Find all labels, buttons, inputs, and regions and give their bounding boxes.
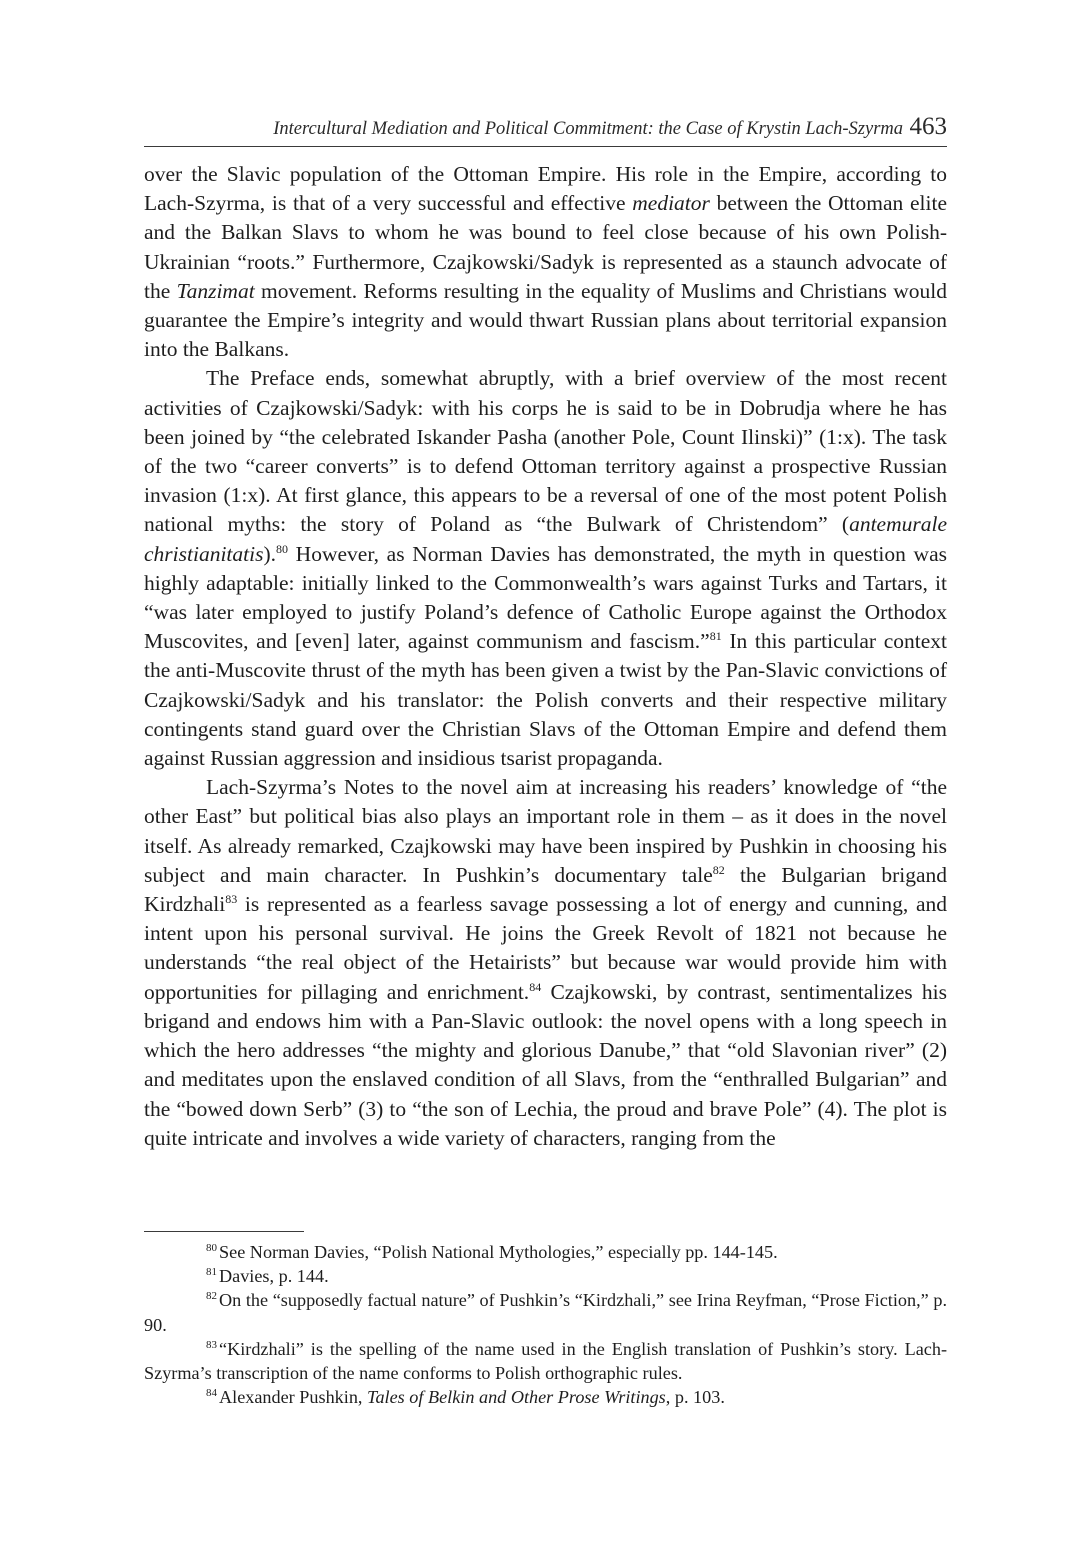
- paragraph-1: [144, 160, 947, 364]
- footnote-82: [144, 1288, 947, 1336]
- footnote-80: [144, 1240, 947, 1264]
- footnote-84: [144, 1385, 947, 1409]
- running-head: [144, 113, 947, 147]
- paragraph-3: [144, 773, 947, 1153]
- text-span: over the Slavic population of the Ottoman Empire. His role in the Empire, according to Lach-Szyrma, is that of a very successful and effective: [144, 162, 947, 216]
- footnote-ref-81[interactable]: 81: [709, 629, 722, 644]
- footnote-text: Alexander Pushkin,: [219, 1387, 368, 1408]
- footnote-ref-84[interactable]: 84: [529, 979, 542, 994]
- book-title: Tales of Belkin and Other Prose Writings: [367, 1387, 666, 1408]
- running-title: Intercultural Mediation and Political Commitment: the Case of Krystin Lach-Szyrma: [273, 119, 903, 139]
- text-span: between the Ottoman elite and the Balkan Slavs to whom he was bound to feel close because of his own Polish-Ukrainian “roots.” Furthermore, Czajkowski/Sadyk is represented as a staunch advocate of the: [144, 191, 947, 303]
- footnote-number: 81: [206, 1266, 217, 1279]
- italic-term: Tanzimat: [176, 278, 255, 303]
- footnote-ref-80[interactable]: 80: [276, 541, 289, 556]
- italic-term: mediator: [632, 191, 710, 216]
- footnote-number: 84: [206, 1387, 217, 1400]
- footnote-text: On the “supposedly factual nature” of Pushkin’s “Kirdzhali,” see Irina Reyfman, “Prose Fiction,” p. 90.: [144, 1290, 947, 1335]
- footnote-number: 83: [206, 1338, 217, 1351]
- paragraph-2: [144, 364, 947, 773]
- footnote-83: [144, 1337, 947, 1385]
- footnote-text: “Kirdzhali” is the spelling of the name used in the English translation of Pushkin’s story. Lach-Szyrma’s transcription of the name conforms to Polish orthographic rules.: [144, 1338, 947, 1384]
- page-number: 463: [909, 113, 947, 140]
- footnote-number: 80: [206, 1242, 217, 1254]
- text-span: Lach-Szyrma’s Notes to the novel aim at increasing his readers’ knowledge of “the other East” but political bias also plays an important role in them – as it does in the novel itself. As already remarked, Czajkowski may have been inspired by Pushkin in choosing his subject and main character. In Pushkin’s documentary tale: [144, 775, 947, 887]
- body-text: [144, 160, 947, 1153]
- text-span: In this particular context the anti-Muscovite thrust of the myth has been given a twist by the Pan-Slavic convictions of Czajkowski/Sadyk and his translator: the Polish converts and their respective military contingents stand guard over the Christian Slavs of the Ottoman Empire and defend them against Russian aggression and insidious tsarist propaganda.: [144, 629, 947, 771]
- text-span: The Preface ends, somewhat abruptly, with a brief overview of the most recent activities of Czajkowski/Sadyk: with his corps he is said to be in Dobrudja where he has been joined by “the celebrated Iskander Pasha (another Pole, Count Ilinski)” (1:x). The task of the two “career converts” is to defend Ottoman territory against a prospective Russian invasion (1:x). At first glance, this appears to be a reversal of one of the most potent Polish national myths: the story of Poland as “the Bulwark of Christendom” (: [144, 366, 947, 537]
- footnote-text: See Norman Davies, “Polish National Mythologies,” especially pp. 144-145.: [219, 1242, 778, 1262]
- text-span: ).: [263, 541, 277, 566]
- footnote-text: , p. 103.: [665, 1387, 725, 1408]
- text-span: is represented as a fearless savage possessing a lot of energy and cunning, and intent upon his personal survival. He joins the Greek Revolt of 1821 not because he understands “the real object of the Hetairists” but because war would provide him with opportunities for pillaging and enrichment.: [144, 892, 947, 1004]
- footnote-ref-82[interactable]: 82: [712, 862, 725, 877]
- footnotes: [144, 1240, 947, 1409]
- text-span: However, as Norman Davies has demonstrated, the myth in question was highly adaptable: initially linked to the Commonwealth’s wars against Turks and Tartars, it “was later employed to justify Poland’s defence of Catholic Europe against the Orthodox Muscovites, and [even] later, against communism and fascism.”: [144, 541, 947, 654]
- text-span: movement. Reforms resulting in the equality of Muslims and Christians would guarantee the Empire’s integrity and would thwart Russian plans about territorial expansion into the Balkans.: [144, 278, 947, 362]
- footnote-number: 82: [206, 1290, 217, 1303]
- italic-term: antemurale christianitatis: [144, 512, 947, 566]
- footnote-divider: [144, 1231, 304, 1232]
- footnote-text: Davies, p. 144.: [219, 1266, 329, 1287]
- footnote-ref-83[interactable]: 83: [225, 892, 238, 907]
- text-span: Czajkowski, by contrast, sentimentalizes his brigand and endows him with a Pan-Slavic outlook: the novel opens with a long speech in which the hero addresses “the mighty and glorious Danube,” that “old Slavonian river” (2) and meditates upon the enslaved condition of all Slavs, from the “enthralled Bulgarian” and the “bowed down Serb” (3) to “the son of Lechia, the proud and brave Pole” (4). The plot is quite intricate and involves a wide variety of characters, ranging from the: [144, 979, 947, 1150]
- footnote-81: [144, 1264, 947, 1288]
- text-span: the Bulgarian brigand Kirdzhali: [144, 862, 947, 917]
